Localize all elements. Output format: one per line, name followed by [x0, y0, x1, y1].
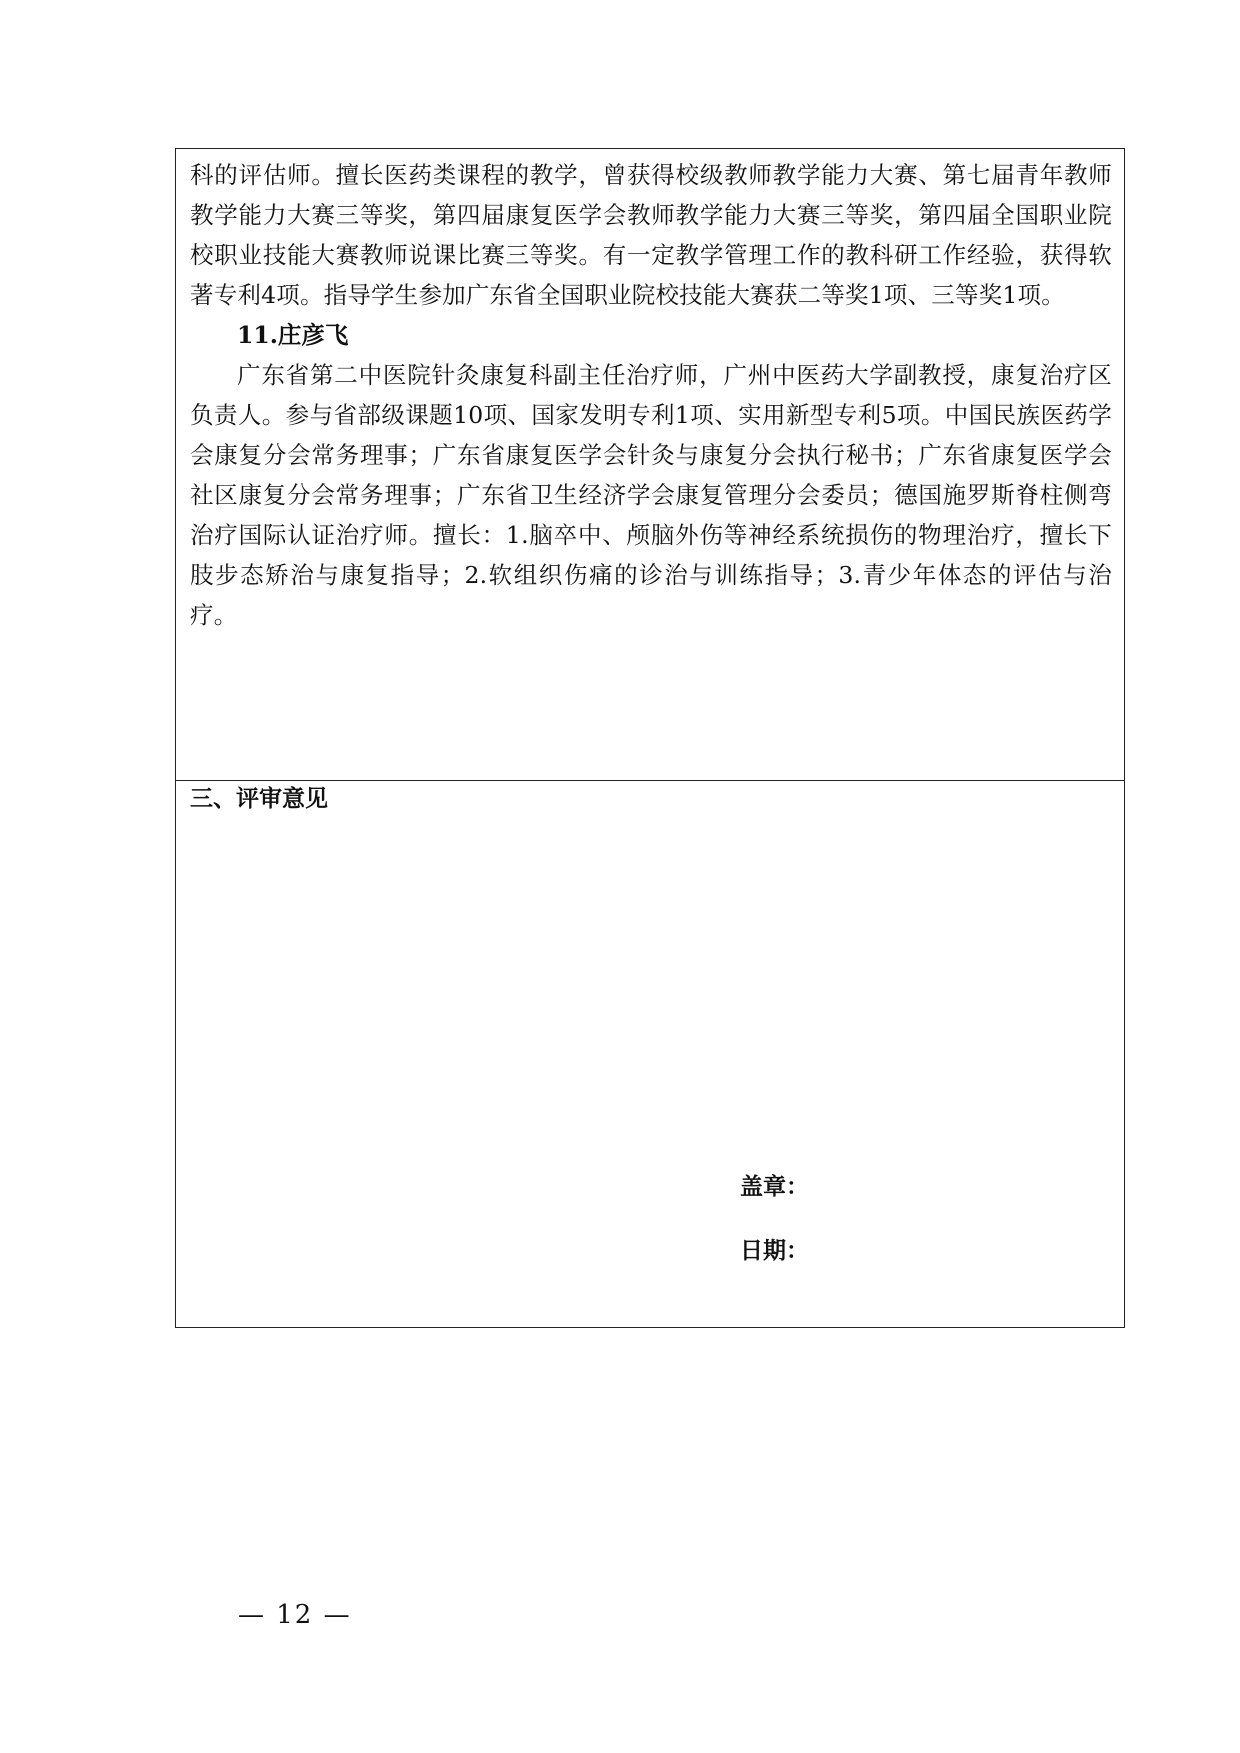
bio-text-zhuang-yanfei: 广东省第二中医院针灸康复科副主任治疗师，广州中医药大学副教授，康复治疗区负责人。参与省部级课题10项、国家发明专利1项、实用新型专利5项。中国民族医药学会康复分会常务理事；广东省康复医学会针灸与康复分会执行秘书；广东省康复医学会社区康复分会常务理事；广东省卫生经济学会康复管理分会委员；德国施罗斯脊柱侧弯治疗国际认证治疗师。擅长：1.脑卒中、颅脑外伤等神经系统损伤的物理治疗，擅长下肢步态矫治与康复指导；2.软组织伤痛的诊治与训练指导；3.青少年体态的评估与治疗。: [190, 361, 1112, 629]
review-opinion-title: 三、评审意见: [190, 786, 328, 812]
biography-section: [190, 155, 1112, 635]
bio-continuation-text: 科的评估师。擅长医药类课程的教学，曾获得校级教师教学能力大赛、第七届青年教师教学能力大赛三等奖，第四届康复医学会教师教学能力大赛三等奖，第四届全国职业院校职业技能大赛教师说课比赛三等奖。有一定教学管理工作的教科研工作经验，获得软著专利4项。指导学生参加广东省全国职业院校技能大赛获二等奖1项、三等奖1项。: [190, 161, 1112, 309]
date-label: 日期：: [740, 1238, 809, 1264]
page-number: — 12 —: [238, 1600, 352, 1630]
seal-label: 盖章：: [740, 1174, 809, 1200]
section-divider: [175, 780, 1125, 781]
bio-heading-zhuang-yanfei: 11.庄彦飞: [237, 321, 349, 349]
